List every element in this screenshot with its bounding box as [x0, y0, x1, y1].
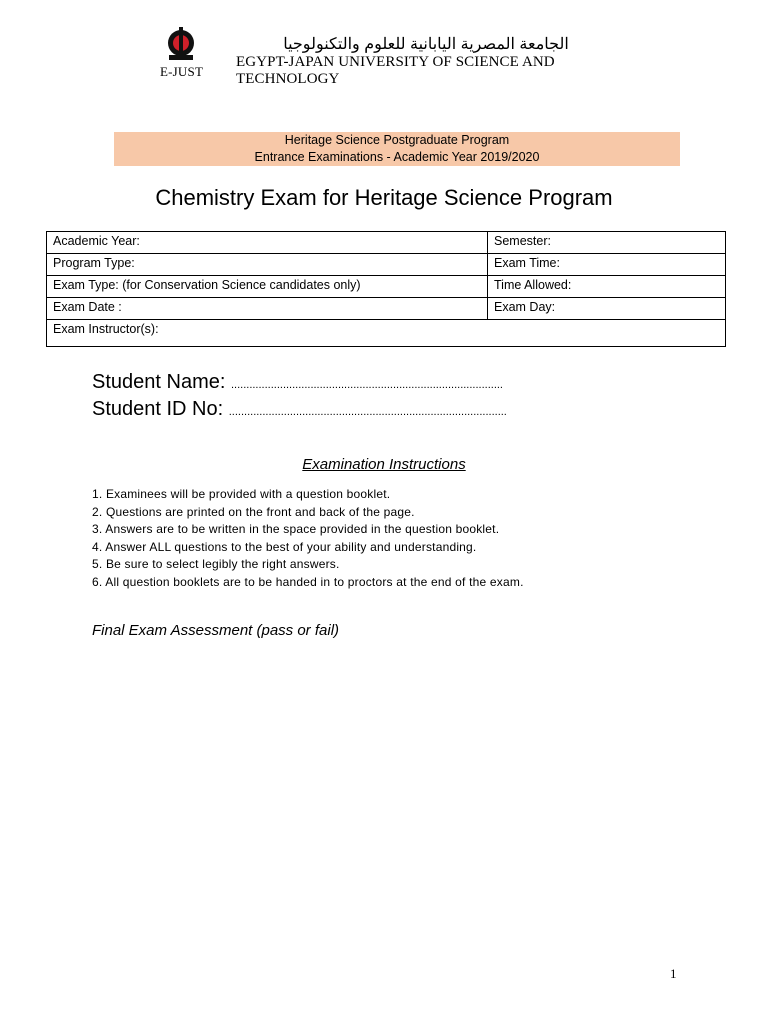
instructions-title: Examination Instructions: [302, 456, 466, 473]
student-id-field[interactable]: ...........................................................................................: [228, 406, 507, 418]
table-row: [47, 254, 726, 276]
page-number: 1: [670, 966, 677, 981]
exam-time-cell: Exam Time:: [488, 254, 726, 276]
final-assessment-heading: Final Exam Assessment (pass or fail): [92, 622, 340, 639]
university-name-arabic: الجامعة المصرية اليابانية للعلوم والتكنولوجيا: [283, 36, 569, 53]
banner-line-1: Heritage Science Postgraduate Program: [284, 133, 510, 147]
semester-cell: Semester:: [488, 232, 726, 254]
banner-line-2: Entrance Examinations - Academic Year 2019/2020: [254, 150, 540, 164]
student-name-label: Student Name:: [92, 371, 226, 393]
exam-day-cell: Exam Day:: [488, 298, 726, 320]
ejust-logo-icon: [164, 26, 198, 62]
student-id-label: Student ID No:: [92, 398, 224, 420]
list-item: 4. Answer ALL questions to the best of your ability and understanding.: [92, 539, 477, 554]
exam-type-cell: Exam Type: (for Conservation Science candidates only): [47, 276, 488, 298]
university-name-english: EGYPT-JAPAN UNIVERSITY OF SCIENCE AND TECHNOLOGY: [236, 54, 555, 87]
instructions-list: [92, 486, 524, 591]
academic-year-cell: Academic Year:: [47, 232, 488, 254]
student-name-field[interactable]: .........................................................................................: [230, 379, 503, 391]
student-id-line: [92, 398, 507, 421]
university-header: [160, 24, 620, 87]
exam-instructors-cell: Exam Instructor(s):: [47, 320, 726, 347]
list-item: 5. Be sure to select legibly the right answers.: [92, 557, 340, 571]
time-allowed-cell: Time Allowed:: [488, 276, 726, 298]
list-item: 6. All question booklets are to be handed in to proctors at the end of the exam.: [92, 574, 524, 589]
exam-date-cell: Exam Date :: [47, 298, 488, 320]
student-name-line: [92, 371, 503, 394]
list-item: 1. Examinees will be provided with a question booklet.: [92, 487, 391, 501]
table-row: [47, 276, 726, 298]
table-row: [47, 298, 726, 320]
logo-text: E-JUST: [160, 64, 204, 79]
exam-title: Chemistry Exam for Heritage Science Program: [155, 185, 613, 210]
program-type-cell: Program Type:: [47, 254, 488, 276]
list-item: 2. Questions are printed on the front and back of the page.: [92, 504, 415, 519]
program-banner: [114, 132, 680, 166]
table-row: [47, 320, 726, 347]
exam-info-table: [46, 231, 726, 347]
list-item: 3. Answers are to be written in the space provided in the question booklet.: [92, 522, 500, 536]
table-row: [47, 232, 726, 254]
